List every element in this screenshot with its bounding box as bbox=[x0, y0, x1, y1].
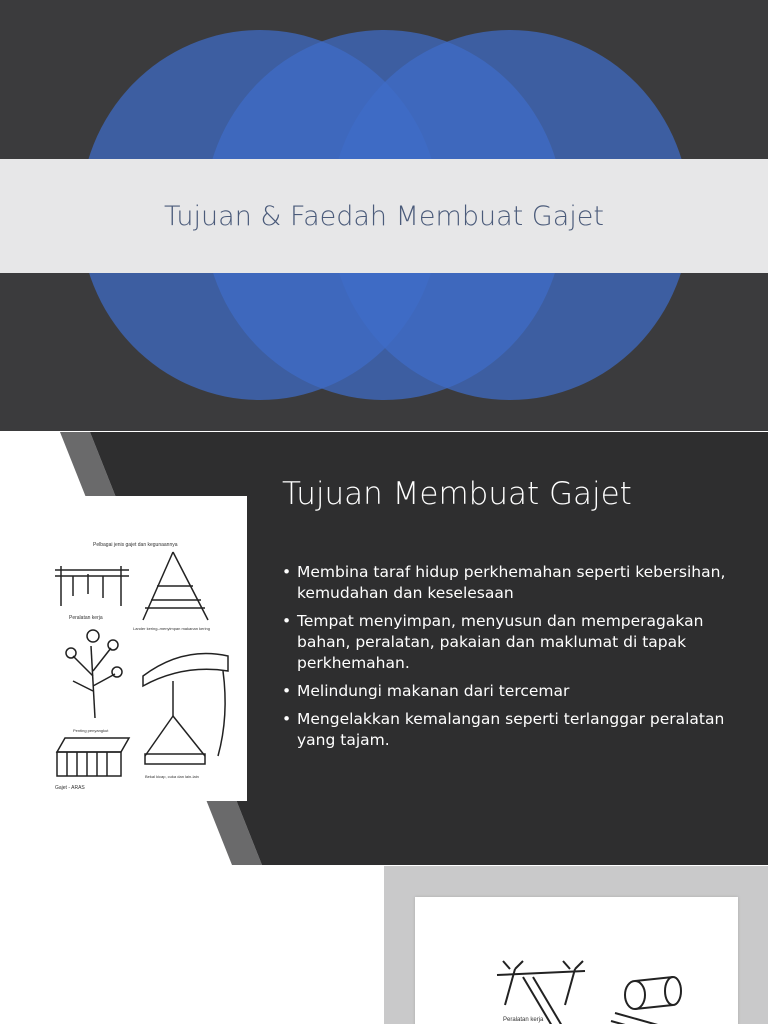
slide-title[interactable] bbox=[0, 0, 768, 431]
storage-box-sketch bbox=[57, 738, 129, 776]
list-item bbox=[282, 562, 742, 604]
label-hanger: Penting penyangkut bbox=[73, 728, 109, 733]
list-item-text: Tempat menyimpan, menyusun dan memperagakan bahan, peralatan, pakaian dan maklumat di tapak perkhemahan. bbox=[297, 612, 704, 672]
tool-rack-sketch-large bbox=[415, 897, 738, 1024]
list-item bbox=[282, 681, 742, 702]
list-item-text: Melindungi makanan dari tercemar bbox=[297, 682, 570, 700]
gadget-sketches bbox=[33, 496, 247, 801]
list-item-text: Membina taraf hidup perkhemahan seperti kebersihan, kemudahan dan keselesaan bbox=[297, 563, 726, 602]
gadget-illustration bbox=[33, 496, 247, 801]
label-condiments: Bekal kicap, cuka dan lain-lain bbox=[145, 774, 199, 779]
hanging-food-sketch bbox=[143, 654, 228, 765]
bullet-icon: • bbox=[282, 682, 292, 700]
label-tools: Peralatan kerja bbox=[503, 1017, 544, 1023]
list-item bbox=[282, 611, 742, 674]
list-item-text: Mengelakkan kemalangan seperti terlanggar peralatan yang tajam. bbox=[297, 710, 725, 749]
tool-rack-sketch bbox=[55, 566, 129, 606]
bullet-icon: • bbox=[282, 563, 292, 581]
figure-caption: Pelbagai jenis gajet dan kegunaannya bbox=[93, 542, 178, 548]
slide-benefits-partial[interactable] bbox=[0, 866, 768, 1024]
list-item bbox=[282, 709, 742, 751]
purpose-list bbox=[282, 562, 742, 758]
label-source: Gajet - ARAS bbox=[55, 785, 85, 791]
tree-hanger-sketch bbox=[66, 630, 122, 718]
slide-2-title: Tujuan Membuat Gajet bbox=[282, 476, 632, 512]
slide-1-title: Tujuan & Faedah Membuat Gajet bbox=[164, 200, 604, 232]
a-frame-rack-sketch bbox=[143, 552, 208, 620]
bullet-icon: • bbox=[282, 710, 292, 728]
label-dry-rack: Lander kering–menyimpan makanan kering bbox=[133, 626, 210, 631]
title-band bbox=[0, 159, 768, 273]
tool-rack-illustration bbox=[415, 897, 738, 1024]
slide-purpose[interactable] bbox=[0, 432, 768, 865]
bullet-icon: • bbox=[282, 612, 292, 630]
label-tool-rack: Peralatan kerja bbox=[69, 615, 103, 621]
